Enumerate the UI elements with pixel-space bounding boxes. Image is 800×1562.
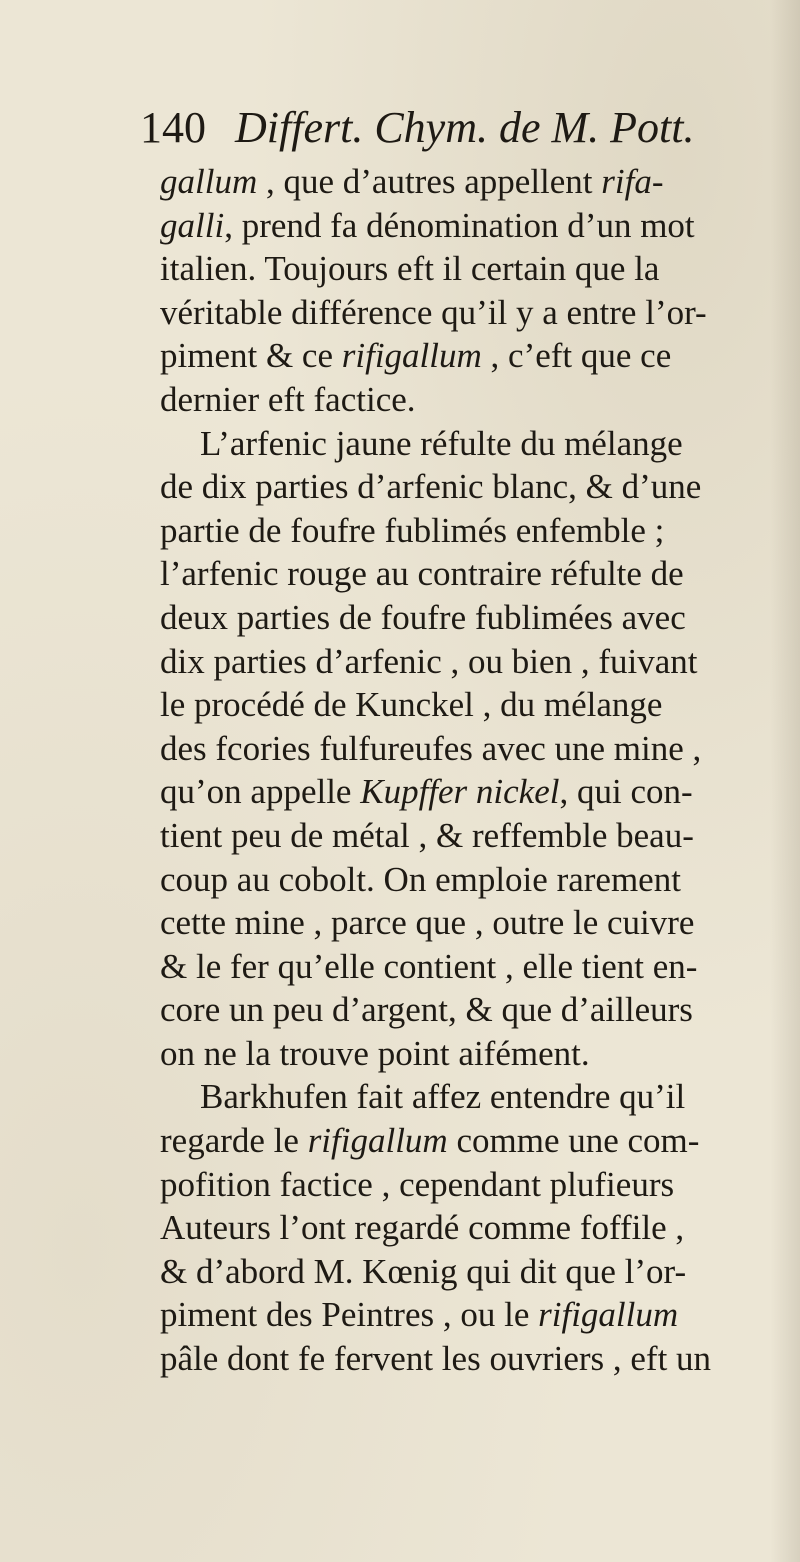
text-line: [160, 1119, 796, 1163]
text-line: [160, 247, 796, 291]
text-segment: & le fer qu’elle contient , elle tient en-: [160, 946, 698, 986]
text-segment: Barkhufen fait affez entendre qu’il: [200, 1077, 686, 1117]
text-line: [160, 204, 796, 248]
italic-text-segment: galli: [160, 205, 225, 245]
italic-text-segment: rifigallum: [307, 1121, 448, 1161]
page-number: 140: [140, 103, 206, 152]
running-title: Differt. Chym. de M. Pott.: [235, 103, 695, 152]
text-line: [160, 1293, 796, 1337]
text-line: [160, 988, 796, 1032]
text-segment: de dix parties d’arfenic blanc, & d’une: [160, 467, 702, 507]
text-line: [160, 770, 796, 814]
text-line: [160, 945, 796, 989]
italic-text-segment: rifigallum: [341, 336, 482, 376]
text-segment: piment & ce: [160, 336, 342, 376]
body-text: [160, 160, 796, 1381]
text-segment: cette mine , parce que , outre le cuivre: [160, 903, 695, 943]
text-segment: , que d’autres appellent: [257, 162, 602, 201]
text-line: [160, 683, 796, 727]
italic-text-segment: Kupffer nickel: [360, 772, 560, 812]
text-line: [160, 1250, 796, 1294]
text-segment: comme une com-: [447, 1121, 700, 1161]
text-line: [160, 596, 796, 640]
text-segment: le procédé de Kunckel , du mélange: [160, 685, 663, 725]
text-segment: , qui con-: [559, 772, 693, 812]
text-segment: l’arfenic rouge au contraire réfulte de: [160, 554, 684, 594]
text-line: [160, 465, 796, 509]
italic-text-segment: rifa-: [601, 162, 664, 201]
text-segment: pâle dont fe fervent les ouvriers , eft un: [160, 1339, 712, 1379]
text-line: [160, 160, 796, 204]
text-segment: des fcories fulfureufes avec une mine ,: [160, 728, 702, 768]
text-segment: , c’eft que ce: [481, 336, 672, 376]
text-segment: , prend fa dénomination d’un mot: [224, 205, 695, 245]
text-line: [160, 1337, 796, 1381]
text-line: [160, 640, 796, 684]
text-line: [160, 727, 796, 771]
text-segment: on ne la trouve point aifément.: [160, 1033, 590, 1073]
text-line: [160, 378, 796, 422]
text-segment: véritable différence qu’il y a entre l’or-: [160, 292, 707, 332]
text-segment: italien. Toujours eft il certain que la: [160, 249, 660, 289]
text-line: [160, 509, 796, 553]
text-line: [160, 1032, 796, 1076]
text-segment: piment des Peintres , ou le: [160, 1295, 539, 1335]
text-segment: & d’abord M. Kœnig qui dit que l’or-: [160, 1251, 687, 1291]
text-line: [160, 901, 796, 945]
text-line: [160, 814, 796, 858]
text-segment: dix parties d’arfenic , ou bien , fuivant: [160, 641, 698, 681]
text-segment: dernier eft factice.: [160, 379, 416, 419]
text-segment: L’arfenic jaune réfulte du mélange: [200, 423, 683, 463]
italic-text-segment: rifigallum: [538, 1295, 679, 1335]
text-segment: deux parties de foufre fublimées avec: [160, 597, 686, 637]
text-segment: tient peu de métal , & reffemble beau-: [160, 815, 694, 855]
text-line: [160, 552, 796, 596]
text-segment: regarde le: [160, 1121, 308, 1161]
text-line: [160, 1075, 796, 1119]
text-line: [160, 291, 796, 335]
page-header: [140, 100, 740, 156]
text-line: [160, 334, 796, 378]
text-segment: partie de foufre fublimés enfemble ;: [160, 510, 665, 550]
text-line: [160, 1206, 796, 1250]
italic-text-segment: gallum: [160, 162, 258, 201]
text-segment: pofition factice , cependant plufieurs: [160, 1164, 675, 1204]
text-segment: core un peu d’argent, & que d’ailleurs: [160, 990, 693, 1030]
text-line: [160, 858, 796, 902]
text-segment: coup au cobolt. On emploie rarement: [160, 859, 681, 899]
text-segment: qu’on appelle: [160, 772, 361, 812]
text-segment: Auteurs l’ont regardé comme foffile ,: [160, 1208, 685, 1248]
text-line: [160, 422, 796, 466]
text-line: [160, 1163, 796, 1207]
